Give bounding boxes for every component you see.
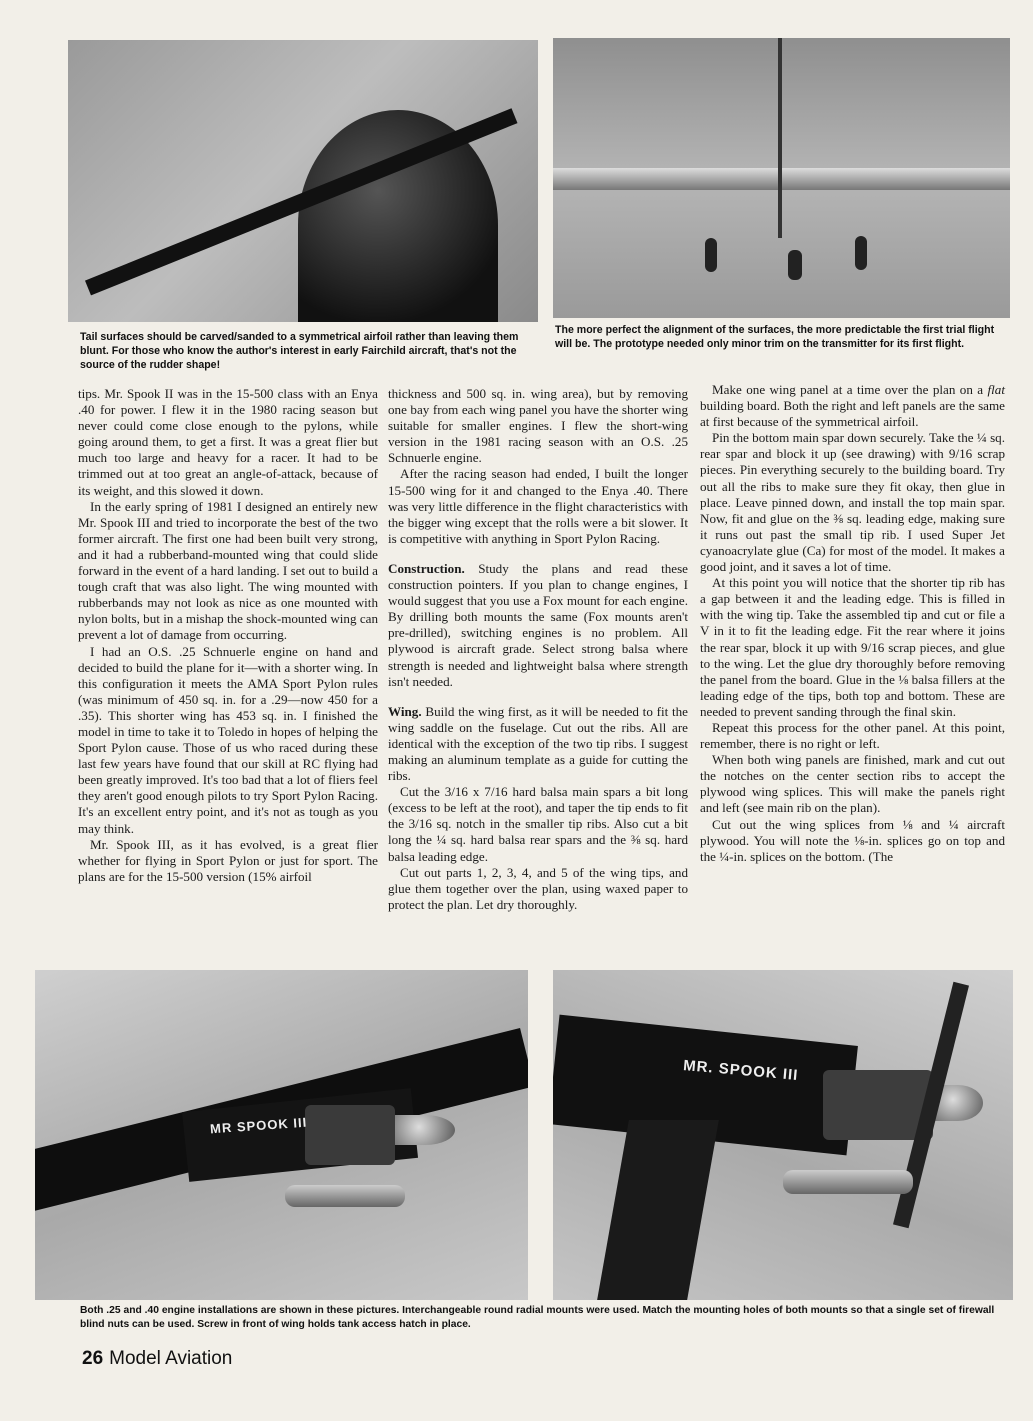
paragraph: Cut out parts 1, 2, 3, 4, and 5 of the wing tips, and glue them together over the plan, using waxed paper to protect the plan. Let dry thoroughly. [388,864,688,912]
caption-top-left: Tail surfaces should be carved/sanded to a symmetrical airfoil rather than leaving them blunt. For those who know the author's interest in early Fairchild aircraft, that's not the source of the rudder shape! [80,331,519,371]
paragraph-text: Build the wing first, as it will be needed to fit the wing saddle on the fuselage. Cut out the ribs. All are identical with the exception of the two tip ribs. I suggest making an aluminum template as a guide for cutting the ribs. [388,703,688,784]
photo-tail-surfaces [68,40,538,322]
paragraph: tips. Mr. Spook II was in the 15-500 class with an Enya .40 for power. I flew it in the 1980 racing season but never could come close enough to the pylons, while going around them, to get a first. It was a great flier but much too large and heavy for a racer. It had to be trimmed out at too great an angle-of-attack, because of its weight, and this slowed it down. [78,386,378,498]
fin-line [778,38,782,238]
wheel-right [855,236,867,270]
fuel-tank [285,1185,405,1207]
paragraph: In the early spring of 1981 I designed an entirely new Mr. Spook III and tried to incorporate the best of the two former aircraft. The first one had been built very strong, and it had a rubberband-mounted wing that could slide forward in the event of a hard landing. I set out to build a tough craft that was also light. The wing mounted with rubberbands may not look as nice as one mounted with nylon bolts, but in a mishap the shock-mounted wing can prevent a lot of damage from occurring. [78,498,378,643]
section-heading-construction: Construction. [388,560,465,576]
paragraph: thickness and 500 sq. in. wing area), but by removing one bay from each wing panel you have the shorter wing suitable for smaller engines. I flew the short-wing version in the 1981 racing season with an O.S. .25 Schnuerle engine. [388,386,688,466]
paragraph: When both wing panels are finished, mark and cut out the notches on the center section ribs to accept the plywood wing splices. This will make the panels right and left (see main rib on the plan). [700,752,1005,816]
paragraph: Mr. Spook III, as it has evolved, is a great flier whether for flying in Sport Pylon or just for sport. The plans are for the 15-500 version (15% airfoil [78,836,378,884]
caption-top-right: The more perfect the alignment of the surfaces, the more predictable the first trial flight will be. The prototype needed only minor trim on the transmitter for its first flight. [555,324,995,350]
wing-root [597,1120,719,1300]
article-column-2 [388,386,688,913]
fuel-tank [783,1170,913,1194]
paragraph: After the racing season had ended, I built the longer 15-500 wing for it and changed to the Enya .40. There was very little difference in the flight characteristics with the bigger wing except that the rolls were a bit slower. It is competitive with anything in Sport Pylon Racing. [388,466,688,546]
caption-bottom: Both .25 and .40 engine installations are shown in these pictures. Interchangeable round radial mounts were used. Match the mounting holes of both mounts so that a single set of firewall blind nuts can be used. Screw in front of wing holds tank access hatch in place. [80,1305,995,1330]
emphasis: flat [987,382,1005,397]
paragraph-construction [388,561,688,690]
publication-name: Model Aviation [109,1348,233,1369]
paragraph-wing [388,704,688,784]
paragraph: Cut out the wing splices from ⅛ and ¼ aircraft plywood. You will note the ⅛-in. splices go on top and the ¼-in. splices on the bottom. (The [700,816,1005,864]
engine [305,1105,395,1165]
photo-engine-installation-left [35,970,528,1300]
article-column-1 [78,386,378,885]
paragraph: I had an O.S. .25 Schnuerle engine on hand and decided to build the plane for it—with a shorter wing. In this configuration it meets the AMA Sport Pylon rules (was minimum of 450 sq. in. for a .29—now 450 for a .35). This shorter wing has 453 sq. in. I finished the model in time to take it to Toledo in hopes of helping the Sport Pylon cause. Those of us who raced during these last few years have found that our skill at RC flying had been greatly improved. It's too bad that a lot of fliers feel they aren't good enough pilots to try Sport Pylon Racing. It's an excellent entry point, and it's not as tough as you may think. [78,643,378,836]
wheel-left [705,238,717,272]
paragraph: Repeat this process for the other panel. At this point, remember, there is no right or left. [700,719,1005,752]
article-column-3 [700,382,1005,865]
page-footer [82,1348,232,1370]
paragraph-text: Make one wing panel at a time over the plan on a [712,382,988,397]
page-number: 26 [82,1348,104,1369]
paragraph: Cut the 3/16 x 7/16 hard balsa main spars a bit long (excess to be left at the root), and taper the tip ends to fit the 3/16 sq. notch in the smaller tip ribs. Also cut a bit long the ¼ sq. hard balsa rear spars and the ⅜ sq. hard balsa leading edge. [388,784,688,864]
spinner [395,1115,455,1145]
paragraph-text: building board. Both the right and left panels are the same at first because of the symmetrical airfoil. [700,398,1005,430]
wheel-center [788,250,802,280]
paragraph-text: Study the plans and read these construction pointers. If you plan to change engines, I would suggest that you use a Fox mount for each engine. By drilling both mounts the same (Fox mounts aren't pre-drilled), switching engines is no problem. All plywood is aircraft grade. Select strong balsa where strength is needed and lightweight balsa where strength isn't needed. [388,560,688,689]
paragraph: Pin the bottom main spar down securely. Take the ¼ sq. rear spar and block it up (see drawing) with 9/16 scrap pieces. Pin everything securely to the building board. Try out all the ribs to make sure they fit okay, then glue in place. Leave pinned down, and install the top main spar. Now, fit and glue on the ⅜ sq. leading edge, making sure it runs out past the small tip rib. I used Super Jet cyanoacrylate glue (Ca) for most of the model. It makes a good joint, and it saves a lot of time. [700,430,1005,575]
fuselage-label: MR SPOOK III [209,1114,308,1137]
paragraph: At this point you will notice that the shorter tip rib has a gap between it and the leading edge. This is filled in with the wing tip. Take the assembled tip and cut or file a V in it to fit the leading edge. Fit the rear where it joins the rear spar, block it up with 9/16 scrap pieces, and glue to the wing. Let the glue dry thoroughly before removing the panel from the board. Glue in the ⅛ balsa fillers at the leading edge of the tips, both top and bottom. These are needed to prevent sanding through the final skin. [700,575,1005,719]
photo-alignment [553,38,1010,318]
section-heading-wing: Wing. [388,703,422,719]
fuselage-label: MR. SPOOK III [682,1056,800,1085]
paragraph [700,382,1005,430]
photo-engine-installation-right [553,970,1013,1300]
